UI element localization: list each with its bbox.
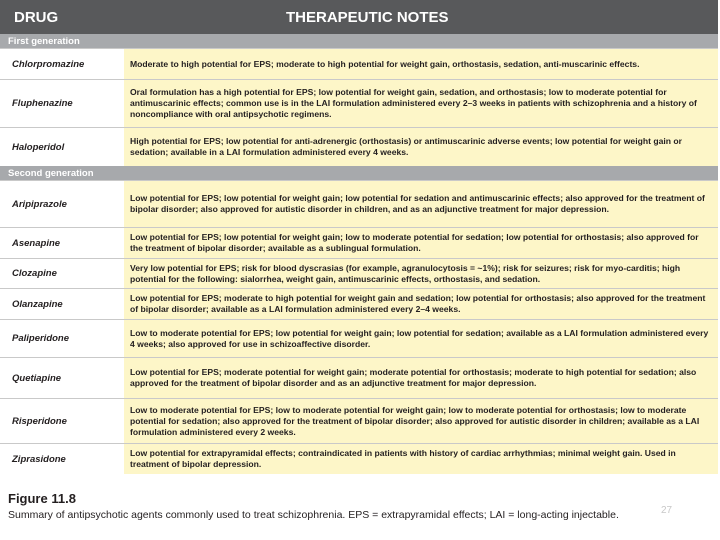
figure-title: Figure 11.8 <box>8 491 76 506</box>
drug-name: Quetiapine <box>12 372 62 384</box>
table-row <box>0 357 718 398</box>
drug-name: Asenapine <box>12 237 61 249</box>
header-drug: DRUG <box>14 8 59 26</box>
table-row <box>0 398 718 443</box>
table-row <box>0 180 718 227</box>
drug-notes: Low potential for EPS; moderate to high potential for weight gain and sedation; low potential for orthostasis; also approved for the treatment of bipolar disorder; available as a LAI formulation administered every 2–4 weeks. <box>122 289 718 319</box>
table-row <box>0 319 718 357</box>
drug-name: Olanzapine <box>12 298 63 310</box>
drug-notes: High potential for EPS; low potential for anti-adrenergic (orthostasis) or antimuscarinic adverse events; low potential for weight gain or sedation; available in a LAI formulation administered every 4 weeks. <box>122 128 718 166</box>
drug-notes: Low potential for EPS; low potential for weight gain; low potential for sedation and antimuscarinic effects; also approved for the treatment of bipolar disorder; also approved for autistic disorder in children, and as an adjunctive treatment for major depression. <box>122 181 718 227</box>
drug-name: Risperidone <box>12 415 67 427</box>
drug-notes: Low potential for EPS; low potential for weight gain; low to moderate potential for sedation; low potential for orthostasis; also approved for the treatment of bipolar disorder; available as a sublingual formulation. <box>122 228 718 258</box>
drug-name: Haloperidol <box>12 141 65 153</box>
table-row <box>0 127 718 166</box>
drug-notes: Low potential for EPS; moderate potential for weight gain; moderate potential for orthostasis; moderate to high potential for sedation; also approved for the treatment of bipolar disorder and as an adjunctive treatment for major depression. <box>122 358 718 398</box>
section-first-generation: First generation <box>0 34 718 48</box>
table-row <box>0 48 718 79</box>
figure-caption: Summary of antipsychotic agents commonly used to treat schizophrenia. EPS = extrapyramidal effects; LAI = long-acting injectable. <box>8 509 619 521</box>
header-notes: THERAPEUTIC NOTES <box>286 8 449 26</box>
table-row <box>0 79 718 127</box>
drug-name: Clozapine <box>12 268 57 279</box>
table-row <box>0 443 718 474</box>
drug-notes: Very low potential for EPS; risk for blood dyscrasias (for example, agranulocytosis = ~1%); risk for seizures; risk for myo-carditis; high potential for the following: sialorrhea, weight gain, antimuscarinic effects, orthostasis, and sedation. <box>122 259 718 288</box>
drug-name: Chlorpromazine <box>12 58 85 70</box>
drug-notes: Low potential for extrapyramidal effects; contraindicated in patients with history of cardiac arrhythmias; minimal weight gain. Used in treatment of bipolar depression. <box>122 444 718 474</box>
table-header <box>0 0 718 34</box>
drug-name: Aripiprazole <box>12 198 67 210</box>
drug-notes: Low to moderate potential for EPS; low potential for weight gain; low potential for sedation; available as a LAI formulation administered every 4 weeks; also approved for use in schizoaffective disorder. <box>122 320 718 357</box>
drug-name: Paliperidone <box>12 333 70 344</box>
drug-notes: Low to moderate potential for EPS; low to moderate potential for weight gain; low to moderate potential for orthostasis; low to moderate potential for sedation; also approved for the treatment of bipolar disorder; also approved for autistic disorder in children; available as a LAI formulation administered every 2 weeks. <box>122 399 718 443</box>
drug-name: Fluphenazine <box>12 98 73 109</box>
page-number: 27 <box>661 505 673 516</box>
table-row <box>0 227 718 258</box>
table-row <box>0 258 718 288</box>
drug-name: Ziprasidone <box>12 453 66 465</box>
section-second-generation: Second generation <box>0 166 718 180</box>
table-row <box>0 288 718 319</box>
drug-notes: Moderate to high potential for EPS; moderate to high potential for weight gain, orthostasis, sedation, anti-muscarinic effects. <box>122 49 718 79</box>
drug-notes: Oral formulation has a high potential for EPS; low potential for weight gain, sedation, and orthostasis; low to moderate potential for antimuscarinic effects; common use is in the LAI formulation administered every 2–3 weeks in patients with schizophrenia and a history of noncompliance with oral antipsychotic regimens. <box>122 80 718 127</box>
